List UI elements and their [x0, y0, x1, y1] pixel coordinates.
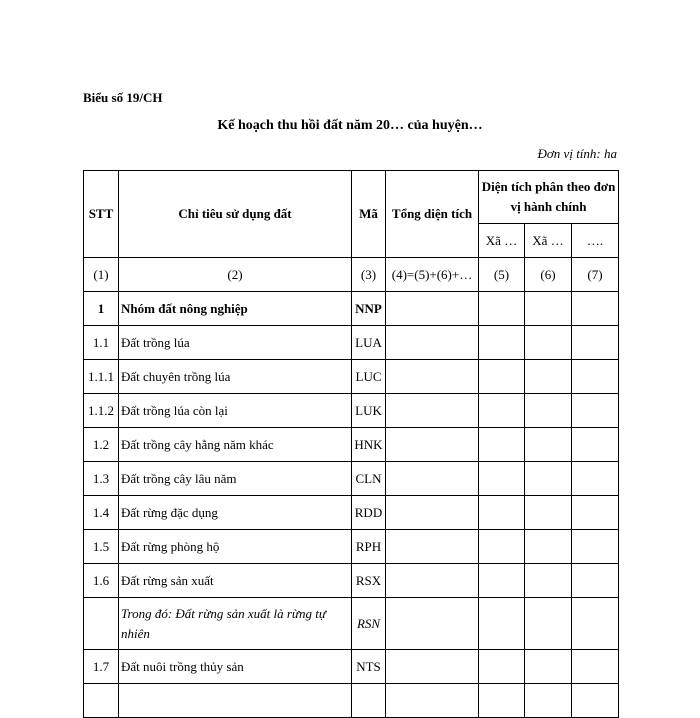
- index-cell: (1): [84, 258, 119, 292]
- table-row: [84, 360, 619, 394]
- table-row: [84, 428, 619, 462]
- row-code: RSN: [352, 598, 386, 650]
- cell-empty: [572, 598, 619, 650]
- header-commune-1: Xã …: [479, 224, 525, 258]
- table-row: [84, 394, 619, 428]
- row-code: CLN: [352, 462, 386, 496]
- index-cell: (2): [119, 258, 352, 292]
- header-admin-area: Diện tích phân theo đơn vị hành chính: [479, 171, 619, 224]
- table-row: [84, 462, 619, 496]
- table-row: [84, 650, 619, 684]
- table-row: [84, 564, 619, 598]
- cell-empty: [386, 428, 479, 462]
- header-commune-more: ….: [572, 224, 619, 258]
- header-commune-2: Xã …: [525, 224, 572, 258]
- row-name: Đất trồng lúa còn lại: [119, 394, 352, 428]
- cell-empty: [572, 496, 619, 530]
- cell-empty: [386, 564, 479, 598]
- index-cell: (4)=(5)+(6)+…: [386, 258, 479, 292]
- cell-empty: [386, 394, 479, 428]
- cell-empty: [84, 684, 119, 718]
- header-total-area: Tổng diện tích: [386, 171, 479, 258]
- cell-empty: [525, 598, 572, 650]
- row-name: Đất nuôi trồng thủy sản: [119, 650, 352, 684]
- cell-empty: [386, 598, 479, 650]
- cell-empty: [572, 650, 619, 684]
- header-code: Mã: [352, 171, 386, 258]
- cell-empty: [479, 650, 525, 684]
- cell-empty: [479, 326, 525, 360]
- cell-empty: [352, 684, 386, 718]
- row-name: Đất trồng lúa: [119, 326, 352, 360]
- cell-empty: [479, 684, 525, 718]
- cell-empty: [572, 684, 619, 718]
- row-name: Đất chuyên trồng lúa: [119, 360, 352, 394]
- row-name: Đất rừng sản xuất: [119, 564, 352, 598]
- form-code-label: Biểu số 19/CH: [83, 90, 163, 105]
- index-cell: (3): [352, 258, 386, 292]
- cell-empty: [479, 598, 525, 650]
- cell-empty: [525, 394, 572, 428]
- row-name: Đất trồng cây lâu năm: [119, 462, 352, 496]
- row-stt: 1.7: [84, 650, 119, 684]
- header-stt: STT: [84, 171, 119, 258]
- row-stt: 1.1.1: [84, 360, 119, 394]
- cell-empty: [386, 650, 479, 684]
- table-row: [84, 598, 619, 650]
- cell-empty: [386, 326, 479, 360]
- row-code: NNP: [352, 292, 386, 326]
- row-stt: 1.3: [84, 462, 119, 496]
- table-row: [84, 684, 619, 718]
- cell-empty: [572, 428, 619, 462]
- row-code: RSX: [352, 564, 386, 598]
- header-indicator: Chỉ tiêu sử dụng đất: [119, 171, 352, 258]
- row-code: RPH: [352, 530, 386, 564]
- cell-empty: [386, 360, 479, 394]
- cell-empty: [479, 360, 525, 394]
- cell-empty: [386, 292, 479, 326]
- cell-empty: [525, 650, 572, 684]
- unit-label: Đơn vị tính: ha: [537, 146, 617, 161]
- cell-empty: [572, 292, 619, 326]
- row-name: Đất rừng phòng hộ: [119, 530, 352, 564]
- table-row: [84, 292, 619, 326]
- row-stt: [84, 598, 119, 650]
- cell-empty: [479, 394, 525, 428]
- row-name: Đất rừng đặc dụng: [119, 496, 352, 530]
- row-stt: 1: [84, 292, 119, 326]
- row-code: RDD: [352, 496, 386, 530]
- cell-empty: [572, 326, 619, 360]
- cell-empty: [386, 496, 479, 530]
- table-row: [84, 496, 619, 530]
- cell-empty: [525, 462, 572, 496]
- row-stt: 1.5: [84, 530, 119, 564]
- row-code: LUK: [352, 394, 386, 428]
- row-code: LUC: [352, 360, 386, 394]
- cell-empty: [525, 326, 572, 360]
- cell-empty: [479, 292, 525, 326]
- row-stt: 1.6: [84, 564, 119, 598]
- row-stt: 1.1.2: [84, 394, 119, 428]
- cell-empty: [572, 394, 619, 428]
- row-name: Trong đó: Đất rừng sản xuất là rừng tự nhiên: [119, 598, 352, 650]
- row-code: LUA: [352, 326, 386, 360]
- index-cell: (5): [479, 258, 525, 292]
- index-cell: (7): [572, 258, 619, 292]
- cell-empty: [525, 496, 572, 530]
- row-code: HNK: [352, 428, 386, 462]
- row-name: Đất trồng cây hằng năm khác: [119, 428, 352, 462]
- land-recovery-table: [83, 170, 619, 718]
- cell-empty: [572, 462, 619, 496]
- cell-empty: [525, 360, 572, 394]
- cell-empty: [479, 530, 525, 564]
- row-stt: 1.2: [84, 428, 119, 462]
- index-cell: (6): [525, 258, 572, 292]
- row-stt: 1.1: [84, 326, 119, 360]
- cell-empty: [386, 530, 479, 564]
- cell-empty: [572, 564, 619, 598]
- table-row: [84, 530, 619, 564]
- cell-empty: [479, 462, 525, 496]
- cell-empty: [386, 462, 479, 496]
- cell-empty: [572, 360, 619, 394]
- cell-empty: [525, 428, 572, 462]
- row-name: Nhóm đất nông nghiệp: [119, 292, 352, 326]
- document-title: Kế hoạch thu hồi đất năm 20… của huyện…: [217, 118, 483, 133]
- cell-empty: [119, 684, 352, 718]
- table-row: [84, 326, 619, 360]
- cell-empty: [572, 530, 619, 564]
- row-stt: 1.4: [84, 496, 119, 530]
- row-code: NTS: [352, 650, 386, 684]
- cell-empty: [525, 292, 572, 326]
- cell-empty: [525, 530, 572, 564]
- cell-empty: [479, 496, 525, 530]
- cell-empty: [386, 684, 479, 718]
- cell-empty: [479, 428, 525, 462]
- cell-empty: [479, 564, 525, 598]
- cell-empty: [525, 564, 572, 598]
- cell-empty: [525, 684, 572, 718]
